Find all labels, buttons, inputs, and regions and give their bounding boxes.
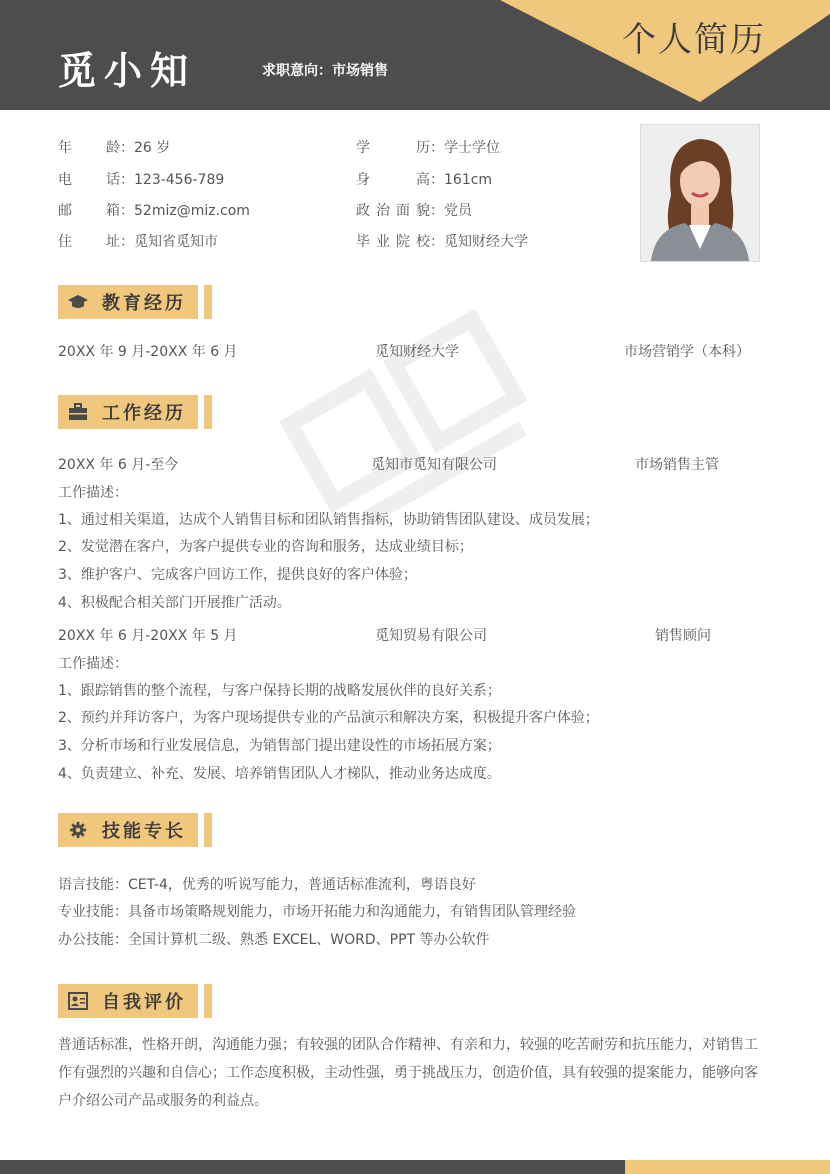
section-title: 工作经历 — [102, 403, 186, 424]
info-age: 年龄：26 岁 — [58, 137, 170, 157]
info-label: 住址 — [58, 234, 120, 250]
portrait-illustration — [641, 125, 759, 261]
candidate-name: 觅小知 — [58, 49, 197, 93]
section-header-work — [58, 395, 218, 429]
job-desc-item: 2、预约并拜访客户，为客户现场提供专业的产品演示和解决方案，积极提升客户体验； — [58, 710, 599, 726]
skill-item: 语言技能：CET-4，优秀的听说写能力，普通话标准流利，粤语良好 — [58, 877, 476, 893]
info-value: 学士学位 — [444, 140, 500, 156]
info-label: 身高 — [356, 172, 430, 188]
info-label: 邮箱 — [58, 203, 120, 219]
job-period: 20XX 年 6 月-至今 — [58, 457, 179, 473]
job-company: 觅知市觅知有限公司 — [371, 457, 497, 473]
job-desc-item: 2、发觉潜在客户，为客户提供专业的咨询和服务，达成业绩目标； — [58, 539, 473, 555]
briefcase-icon — [68, 403, 88, 421]
job-role: 销售顾问 — [655, 628, 711, 644]
info-value: 123-456-789 — [134, 172, 225, 188]
info-school: 毕业院校：觅知财经大学 — [356, 231, 528, 251]
job-desc-item: 3、维护客户、完成客户回访工作，提供良好的客户体验； — [58, 567, 417, 583]
info-label: 毕业院校 — [356, 234, 430, 250]
info-value: 觅知财经大学 — [444, 234, 528, 250]
info-value: 26 岁 — [134, 140, 171, 156]
job-desc-item: 4、负责建立、补充、发展、培养销售团队人才梯队，推动业务达成度。 — [58, 766, 501, 782]
info-value: 161cm — [444, 172, 493, 188]
info-address: 住址：觅知省觅知市 — [58, 231, 218, 251]
info-label: 学历 — [356, 140, 430, 156]
section-title: 教育经历 — [102, 293, 186, 314]
job-company: 觅知贸易有限公司 — [375, 628, 487, 644]
info-label: 电话 — [58, 172, 120, 188]
skill-item: 办公技能：全国计算机二级、熟悉 EXCEL、WORD、PPT 等办公软件 — [58, 932, 490, 948]
job-desc-label: 工作描述： — [58, 656, 128, 672]
job-role: 市场销售主管 — [635, 457, 719, 473]
info-label: 年龄 — [58, 140, 120, 156]
section-header-skills — [58, 813, 218, 847]
info-height: 身高：161cm — [356, 169, 492, 189]
skill-item: 专业技能：具备市场策略规划能力，市场开拓能力和沟通能力，有销售团队管理经验 — [58, 904, 576, 920]
info-value: 觅知省觅知市 — [134, 234, 218, 250]
section-title: 自我评价 — [102, 992, 186, 1013]
info-label: 政治面貌 — [356, 203, 430, 219]
info-phone: 电话：123-456-789 — [58, 169, 224, 189]
info-value: 52miz@miz.com — [134, 203, 250, 219]
job-desc-item: 4、积极配合相关部门开展推广活动。 — [58, 595, 291, 611]
info-political: 政治面貌：党员 — [356, 200, 472, 220]
section-title: 技能专长 — [102, 821, 186, 842]
graduation-cap-icon — [68, 293, 88, 311]
section-header-self-eval — [58, 984, 218, 1018]
info-value: 党员 — [444, 203, 472, 219]
gear-icon — [68, 821, 88, 839]
resume-title: 个人简历 — [622, 20, 766, 60]
edu-major: 市场营销学（本科） — [624, 344, 750, 360]
job-desc-item: 3、分析市场和行业发展信息，为销售部门提出建设性的市场拓展方案； — [58, 738, 501, 754]
section-header-education — [58, 285, 218, 319]
job-intent-label: 求职意向： — [262, 63, 332, 79]
job-desc-item: 1、跟踪销售的整个流程，与客户保持长期的战略发展伙伴的良好关系； — [58, 683, 501, 699]
edu-school: 觅知财经大学 — [375, 344, 459, 360]
edu-period: 20XX 年 9 月-20XX 年 6 月 — [58, 344, 238, 360]
job-intent-value: 市场销售 — [332, 63, 388, 79]
profile-photo — [640, 124, 760, 262]
job-desc-label: 工作描述： — [58, 485, 128, 501]
info-email: 邮箱：52miz@miz.com — [58, 200, 250, 220]
self-evaluation-text: 普通话标准，性格开朗，沟通能力强；有较强的团队合作精神、有亲和力，较强的吃苦耐劳和抗压能力，对销售工作有强烈的兴趣和自信心；工作态度积极，主动性强，勇于挑战压力，创造价值，具有较强的提案能力，能够向客户介绍公司产品或服务的利益点。 — [58, 1037, 758, 1109]
job-desc-item: 1、通过相关渠道，达成个人销售目标和团队销售指标，协助销售团队建设、成员发展； — [58, 512, 599, 528]
job-intent — [262, 60, 388, 80]
info-degree: 学历：学士学位 — [356, 137, 500, 157]
id-card-icon — [68, 992, 88, 1010]
job-period: 20XX 年 6 月-20XX 年 5 月 — [58, 628, 238, 644]
footer-accent — [625, 1160, 830, 1174]
